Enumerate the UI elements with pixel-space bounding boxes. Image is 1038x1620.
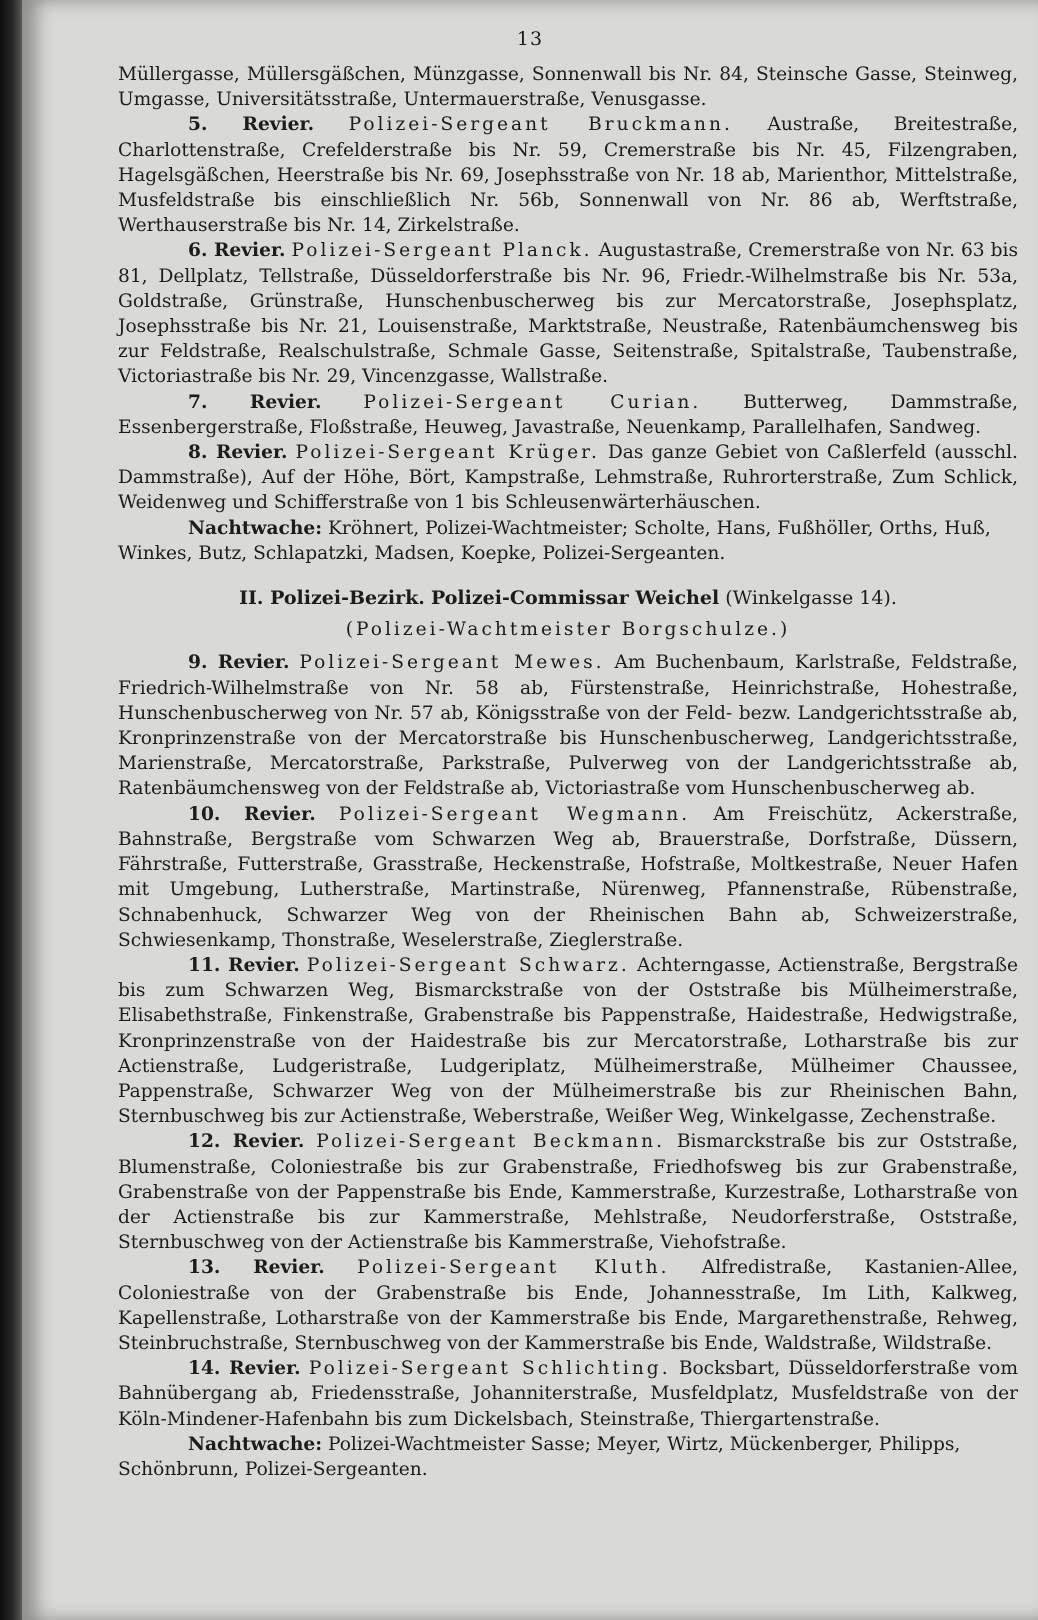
night-watch-entry	[118, 516, 1018, 566]
street-list: Das ganze Gebiet von Caßlerfeld (ausschl. Dammstraße), Auf der Höhe, Bört, Kampstraße, Lehmstraße, Ruhrorterstraße, Zum Schlick, Weidenweg und Schifferstraße von 1 bis Schleusenwärterhäuschen.	[118, 442, 1018, 514]
street-list: Achterngasse, Actienstraße, Bergstraße bis zum Schwarzen Weg, Bismarckstraße von der Oststraße bis Mülheimerstraße, Elisabethstraße, Finkenstraße, Grabenstraße bis Pappenstraße, Haidestraße, Hedwigstraße, Kronprinzenstraße von der Haidestraße bis zur Mercatorstraße, Lotharstraße bis zur Actienstraße, Ludgeristraße, Ludgeriplatz, Mülheimerstraße, Mülheimer Chaussee, Pappenstraße, Schwarzer Weg von der Mülheimerstraße bis zur Rheinischen Bahn, Sternbuschweg bis zur Actienstraße, Weberstraße, Weißer Weg, Winkelgasse, Zechenstraße.	[118, 954, 1018, 1128]
revier-14-entry	[118, 1356, 1018, 1432]
revier-number: 5. Revier.	[188, 114, 315, 136]
revier-13-entry	[118, 1255, 1018, 1356]
sergeant-name: Polizei-Sergeant Schlichting.	[308, 1358, 671, 1380]
page-number: 13	[516, 28, 544, 50]
revier-number: 9. Revier.	[188, 652, 290, 674]
revier-6-entry	[118, 238, 1018, 389]
sergeant-name: Polizei-Sergeant Planck.	[291, 240, 593, 262]
revier-number: 8. Revier.	[188, 442, 288, 464]
sergeant-name: Polizei-Sergeant Beckmann.	[316, 1131, 665, 1153]
revier-11-entry	[118, 953, 1018, 1129]
commissioner-name: Polizei-Commissar Weichel	[430, 587, 720, 610]
street-list: Bocksbart, Düsseldorferstraße vom Bahnübergang ab, Friedensstraße, Johanniterstraße, Musfeldplatz, Musfeldstraße von der Köln-Mindener-Hafenbahn bis zum Dickelsbach, Steinstraße, Thiergartenstraße.	[118, 1358, 1018, 1430]
revier-12-entry	[118, 1129, 1018, 1255]
revier-number: 10. Revier.	[188, 803, 316, 825]
revier-8-entry	[118, 440, 1018, 516]
sergeant-name: Polizei-Sergeant Krüger.	[295, 442, 600, 464]
sergeant-name: Polizei-Sergeant Mewes.	[299, 652, 605, 674]
night-watch-label: Nachtwache:	[188, 517, 323, 539]
sergeant-name: Polizei-Sergeant Bruckmann.	[348, 114, 733, 136]
night-watch-text: Polizei-Wachtmeister Sasse; Meyer, Wirtz, Mückenberger, Philipps, Schönbrunn, Polizei-Sergeanten.	[118, 1433, 961, 1480]
revier-number: 14. Revier.	[188, 1358, 301, 1380]
street-list: Austraße, Breitestraße, Charlottenstraße, Crefelderstraße bis Nr. 59, Cremerstraße bis Nr. 45, Filzengraben, Hagelsgäßchen, Heerstraße bis Nr. 69, Josephsstraße von Nr. 18 ab, Marienthor, Mittelstraße, Musfeldstraße bis einschließlich Nr. 56b, Sonnenwall von Nr. 86 ab, Werftstraße, Werthauserstraße bis Nr. 14, Zirkelstraße.	[118, 114, 1019, 237]
sergeant-name: Polizei-Sergeant Schwarz.	[306, 954, 630, 976]
sergeant-name: Polizei-Sergeant Curian.	[363, 391, 702, 413]
street-list: Am Freischütz, Ackerstraße, Bahnstraße, Bergstraße vom Schwarzen Weg ab, Brauerstraße, Dorfstraße, Düssern, Fährstraße, Futterstraße, Grasstraße, Heckenstraße, Hofstraße, Moltkestraße, Neuer Hafen mit Umgebung, Lutherstraße, Martinstraße, Nürenweg, Pfannenstraße, Rübenstraße, Schnabenhuck, Schwarzer Weg von der Rheinischen Bahn ab, Schweizerstraße, Schwiesenkamp, Thonstraße, Weselerstraße, Zieglerstraße.	[118, 803, 1018, 951]
night-watch-label: Nachtwache:	[188, 1433, 323, 1455]
revier-9-entry	[118, 650, 1018, 801]
revier-number: 13. Revier.	[188, 1257, 325, 1279]
district-subheading: (Polizei-Wachtmeister Borgschulze.)	[345, 619, 791, 641]
continuation-paragraph: Müllergasse, Müllersgäßchen, Münzgasse, Sonnenwall bis Nr. 84, Steinsche Gasse, Steinweg, Umgasse, Universitätsstraße, Untermauerstraße, Venusgasse.	[118, 64, 1018, 111]
revier-5-entry	[118, 112, 1018, 238]
street-list: Butterweg, Dammstraße, Essenbergerstraße, Floßstraße, Heuweg, Javastraße, Neuenkamp, Parallelhafen, Sandweg.	[118, 391, 1018, 438]
revier-number: 11. Revier.	[188, 954, 300, 976]
revier-number: 6. Revier.	[188, 240, 286, 262]
book-gutter	[0, 0, 22, 1620]
page-body	[118, 62, 1018, 1482]
street-list: Augustastraße, Cremerstraße von Nr. 63 bis 81, Dellplatz, Tellstraße, Düsseldorferstraße bis Nr. 96, Friedr.-Wilhelmstraße bis Nr. 53a, Goldstraße, Grünstraße, Hunschenbuscherweg bis zur Mercatorstraße, Josephsplatz, Josephsstraße bis Nr. 21, Louisenstraße, Marktstraße, Neustraße, Ratenbäumchensweg bis zur Feldstraße, Realschulstraße, Schmale Gasse, Seitenstraße, Spitalstraße, Taubenstraße, Victoriastraße bis Nr. 29, Vincenzgasse, Wallstraße.	[118, 240, 1019, 388]
commissioner-address: (Winkelgasse 14).	[725, 587, 897, 610]
revier-number: 7. Revier.	[188, 391, 322, 413]
revier-10-entry	[118, 802, 1018, 953]
sergeant-name: Polizei-Sergeant Wegmann.	[338, 803, 691, 825]
night-watch-text: Kröhnert, Polizei-Wachtmeister; Scholte, Hans, Fußhöller, Orths, Huß, Winkes, Butz, Schlapatzki, Madsen, Koepke, Polizei-Sergeanten.	[118, 517, 991, 564]
sergeant-name: Polizei-Sergeant Kluth.	[357, 1257, 670, 1279]
street-list: Bismarckstraße bis zur Oststraße, Blumenstraße, Coloniestraße bis zur Grabenstraße, Friedhofsweg bis zur Grabenstraße, Grabenstraße von der Pappenstraße bis Ende, Kammerstraße, Kurzestraße, Lotharstraße von der Actienstraße bis zur Kammerstraße, Mehlstraße, Neudorferstraße, Oststraße, Sternbuschweg von der Actienstraße bis Kammerstraße, Viehofstraße.	[118, 1131, 1018, 1254]
revier-7-entry	[118, 390, 1018, 440]
document-page	[22, 0, 1038, 1620]
district-title: II. Polizei-Bezirk.	[239, 587, 425, 610]
street-list: Alfredistraße, Kastanien-Allee, Coloniestraße von der Grabenstraße bis Ende, Johannesstraße, Im Lith, Kalkweg, Kapellenstraße, Lotharstraße von der Kammerstraße bis Ende, Margarethenstraße, Rehweg, Steinbruchstraße, Sternbuschweg von der Kammerstraße bis Ende, Waldstraße, Wildstraße.	[118, 1257, 1019, 1354]
night-watch-entry	[118, 1432, 1018, 1482]
revier-number: 12. Revier.	[188, 1131, 305, 1153]
district-heading	[118, 586, 1018, 611]
street-list: Am Buchenbaum, Karlstraße, Feldstraße, Friedrich-Wilhelmstraße von Nr. 58 ab, Fürstenstraße, Heinrichstraße, Hohestraße, Hunschenbuscherweg von Nr. 57 ab, Königsstraße von der Feld- bezw. Landgerichtsstraße ab, Kronprinzenstraße von der Mercatorstraße bis Hunschenbuscherweg, Landgerichtsstraße, Marienstraße, Mercatorstraße, Parkstraße, Pulverweg von der Landgerichtsstraße ab, Ratenbäumchensweg von der Feldstraße ab, Victoriastraße vom Hunschenbuscherweg ab.	[118, 652, 1018, 800]
